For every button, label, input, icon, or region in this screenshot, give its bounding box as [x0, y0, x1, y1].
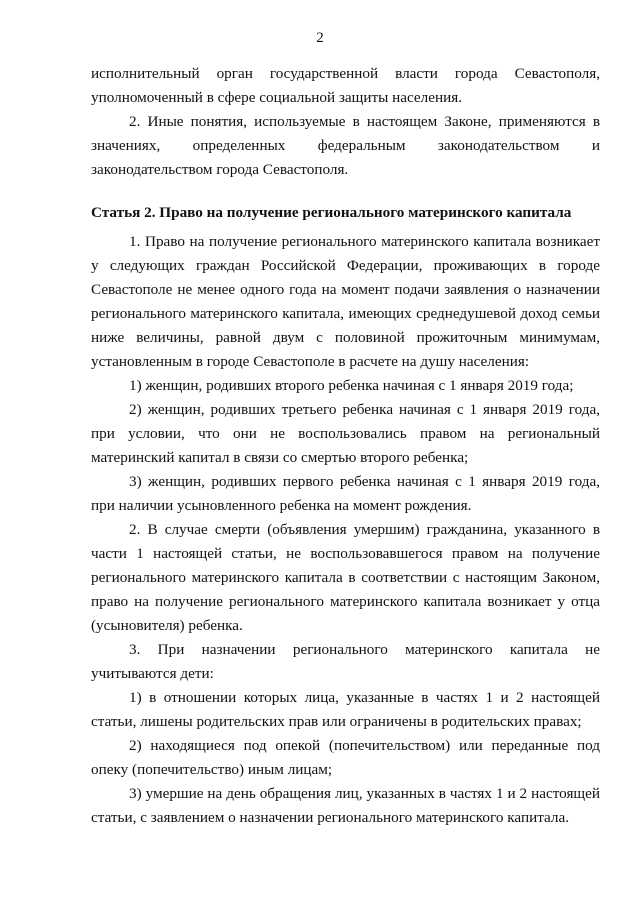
document-body: [91, 62, 600, 830]
paragraph-item: 1. Право на получение регионального материнского капитала возникает у следующих граждан Российской Федерации, проживающих в городе Севастополе не менее одного года на момент подачи заявления о назначении регионального материнского капитала, имеющих среднедушевой доход семьи ниже величины, равной двум с половиной прожиточным минимумам, установленным в городе Севастополе в расчете на душу населения:: [91, 233, 600, 370]
list-item: 3) умершие на день обращения лиц, указанных в частях 1 и 2 настоящей статьи, с заявлением о назначении регионального материнского капитала.: [91, 785, 600, 826]
paragraph-continuation: исполнительный орган государственной власти города Севастополя, уполномоченный в сфере социальной защиты населения.: [91, 65, 600, 106]
paragraph-item: 3. При назначении регионального материнского капитала не учитываются дети:: [91, 641, 600, 682]
paragraph-item: 2. Иные понятия, используемые в настоящем Законе, применяются в значениях, определенных федеральным законодательством и законодательством города Севастополя.: [91, 113, 600, 178]
paragraph-item: 2. В случае смерти (объявления умершим) гражданина, указанного в части 1 настоящей статьи, не воспользовавшегося правом на получение регионального материнского капитала в соответствии с настоящим Законом, право на получение регионального материнского капитала возникает у отца (усыновителя) ребенка.: [91, 521, 600, 634]
list-item: 2) находящиеся под опекой (попечительством) или переданные под опеку (попечительство) иным лицам;: [91, 737, 600, 778]
page-number: 2: [316, 30, 324, 46]
article-heading: Статья 2. Право на получение регионального материнского капитала: [91, 204, 572, 221]
list-item: 1) в отношении которых лица, указанные в частях 1 и 2 настоящей статьи, лишены родительских прав или ограничены в родительских правах;: [91, 689, 600, 730]
list-item: 1) женщин, родивших второго ребенка начиная с 1 января 2019 года;: [129, 377, 574, 394]
list-item: 2) женщин, родивших третьего ребенка начиная с 1 января 2019 года, при условии, что они не воспользовались правом на региональный материнский капитал в связи со смертью второго ребенка;: [91, 401, 600, 466]
list-item: 3) женщин, родивших первого ребенка начиная с 1 января 2019 года, при наличии усыновленного ребенка на момент рождения.: [91, 473, 600, 514]
